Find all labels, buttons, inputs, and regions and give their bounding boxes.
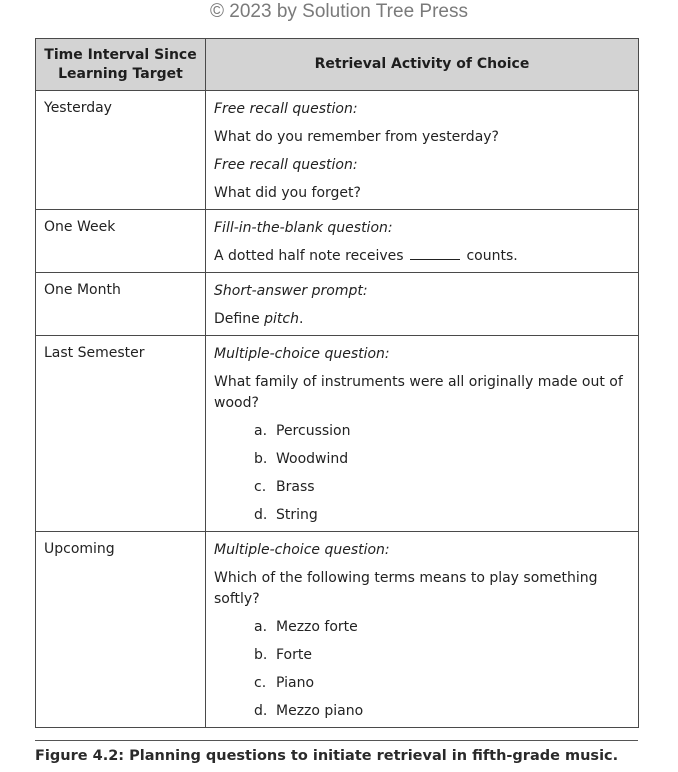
table-row-one-month	[36, 273, 639, 336]
interval-cell: Last Semester	[36, 336, 206, 532]
question-text: What did you forget?	[214, 185, 361, 201]
choice-text: Brass	[276, 479, 315, 495]
table-row-last-semester	[36, 336, 639, 532]
choice-text: Mezzo forte	[276, 619, 358, 635]
table-row-yesterday	[36, 91, 639, 210]
choice-text: Percussion	[276, 423, 351, 439]
choice-letter: b.	[254, 451, 268, 467]
activity-cell	[206, 210, 639, 273]
question-text	[214, 309, 630, 329]
interval-cell: Upcoming	[36, 532, 206, 728]
prompt-label: Multiple-choice question:	[214, 542, 390, 558]
table-header-row	[36, 39, 639, 91]
answer-choices	[214, 421, 630, 525]
choice-text: Woodwind	[276, 451, 349, 467]
choice-text: Mezzo piano	[276, 703, 364, 719]
answer-choice	[254, 617, 630, 637]
answer-choice	[254, 701, 630, 721]
answer-choices	[214, 617, 630, 721]
question-text: What family of instruments were all originally made out of wood?	[214, 374, 623, 411]
activity-cell	[206, 91, 639, 210]
choice-text: String	[276, 507, 318, 523]
interval-cell: One Month	[36, 273, 206, 336]
prompt-label: Free recall question:	[214, 101, 358, 117]
answer-choice	[254, 673, 630, 693]
choice-letter: a.	[254, 423, 268, 439]
choice-letter: b.	[254, 647, 268, 663]
answer-choice	[254, 449, 630, 469]
retrieval-planning-table	[35, 38, 639, 728]
choice-letter: d.	[254, 703, 268, 719]
table-row-upcoming	[36, 532, 639, 728]
question-text-end: counts.	[466, 248, 518, 264]
answer-choice	[254, 477, 630, 497]
activity-cell	[206, 336, 639, 532]
choice-letter: a.	[254, 619, 268, 635]
choice-letter: c.	[254, 675, 267, 691]
fill-in-blank	[410, 249, 460, 260]
caption-divider	[35, 740, 638, 741]
prompt-label: Free recall question:	[214, 157, 358, 173]
answer-choice	[254, 645, 630, 665]
prompt-label: Short-answer prompt:	[214, 283, 368, 299]
interval-cell: One Week	[36, 210, 206, 273]
activity-cell	[206, 532, 639, 728]
interval-cell: Yesterday	[36, 91, 206, 210]
choice-letter: d.	[254, 507, 268, 523]
choice-letter: c.	[254, 479, 267, 495]
question-text	[214, 246, 630, 266]
question-text-end: .	[299, 311, 304, 327]
figure-caption: Figure 4.2: Planning questions to initiate retrieval in fifth-grade music.	[35, 748, 619, 764]
choice-text: Forte	[276, 647, 312, 663]
answer-choice	[254, 421, 630, 441]
activity-cell	[206, 273, 639, 336]
prompt-label: Fill-in-the-blank question:	[214, 220, 393, 236]
question-term: pitch	[264, 311, 299, 327]
question-text-start: Define	[214, 311, 260, 327]
header-time-interval: Time Interval Since Learning Target	[36, 39, 206, 91]
header-retrieval-activity: Retrieval Activity of Choice	[206, 39, 639, 91]
copyright-notice: © 2023 by Solution Tree Press	[210, 1, 468, 22]
answer-choice	[254, 505, 630, 525]
question-text: Which of the following terms means to play something softly?	[214, 570, 598, 607]
table-row-one-week	[36, 210, 639, 273]
question-text: What do you remember from yesterday?	[214, 129, 499, 145]
question-text-start: A dotted half note receives	[214, 248, 404, 264]
prompt-label: Multiple-choice question:	[214, 346, 390, 362]
choice-text: Piano	[276, 675, 315, 691]
